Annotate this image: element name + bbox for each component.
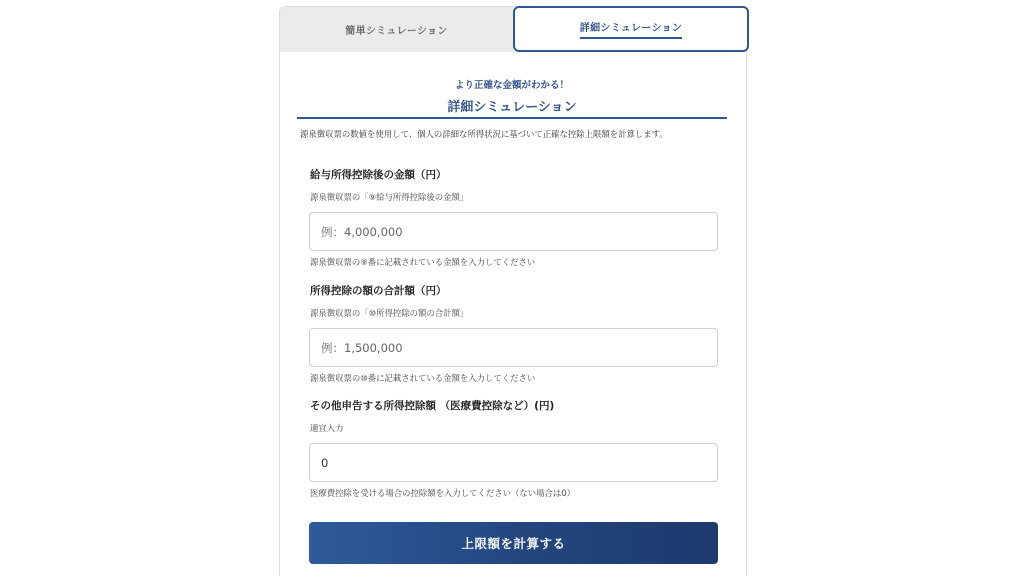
other-deduction-label: その他申告する所得控除額 （医療費控除など）(円) [310,400,555,412]
tab-detail-simulation[interactable] [513,6,749,52]
other-deduction-input[interactable] [309,443,718,482]
heading-title: 詳細シミュレーション [447,100,577,115]
description-text: 源泉徴収票の数値を使用して、個人の詳細な所得状況に基づいて正確な控除上限額を計算します。 [300,129,668,139]
tab-simple-label: 簡単シミュレーション [345,26,448,37]
tab-detail-label: 詳細シミュレーション [579,23,683,34]
tab-detail-label-wrap [580,19,682,39]
tab-active-underline [580,37,682,39]
section-heading [297,73,727,119]
salary-income-input[interactable] [309,212,718,251]
salary-income-label: 給与所得控除後の金額（円） [310,169,447,181]
simulation-card [279,6,747,576]
calculate-button[interactable]: 上限額を計算する [309,522,718,564]
salary-income-note: 源泉徴収票の⑨番に記載されている金額を入力してください [310,257,536,267]
heading-subtitle: より正確な金額がわかる！ [454,80,569,91]
tab-simple-simulation[interactable] [280,7,513,52]
salary-income-hint: 源泉徴収票の「⑨給与所得控除後の金額」 [310,192,469,202]
income-deduction-note: 源泉徴収票の⑩番に記載されている金額を入力してください [310,373,536,383]
other-deduction-hint: 適宜入力 [310,423,344,433]
income-deduction-input[interactable] [309,328,718,367]
other-deduction-note: 医療費控除を受ける場合の控除額を入力してください（ない場合は0） [310,488,575,498]
income-deduction-label: 所得控除の額の合計額（円） [310,285,447,297]
income-deduction-hint: 源泉徴収票の「⑩所得控除の額の合計額」 [310,308,469,318]
